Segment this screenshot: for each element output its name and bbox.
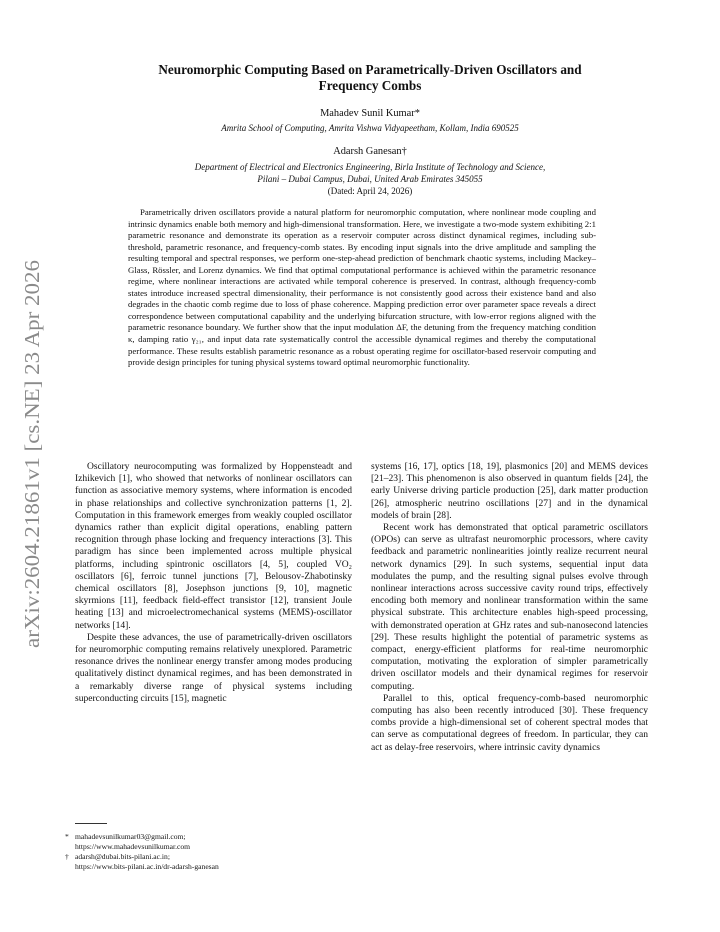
affiliation-2-line-2: Pilani – Dubai Campus, Dubai, United Arab Emirates 345055 <box>257 174 483 184</box>
footnote-mark-2: † <box>65 852 69 861</box>
author-1: Mahadev Sunil Kumar* <box>320 108 420 119</box>
affiliation-2-line-1: Department of Electrical and Electronics Engineering, Birla Institute of Technology and Science, <box>194 162 546 172</box>
right-paragraph-2: Recent work has demonstrated that optical parametric oscillators (OPOs) can serve as ultrafast neuromorphic processors, where cavity feedback and parametric nonlinearities jointly realize recurrent neural network dynamics [29]. In such systems, sequential input data modulates the pump, and the resulting signal pulses evolve through nonlinear interactions across successive cavity round trips, effectively encoding both memory and nonlinear transformation within the same physical substrate. This architecture enables high-speed processing, with demonstrated operation at GHz rates and sub-nanosecond latencies [29]. These results highlight the potential of parametric systems as compact, energy-efficient platforms for real-time neuromorphic computation, motivating the exploration of simpler parametrically driven oscillator models and their dynamical regimes for reservoir computing. <box>371 522 648 692</box>
footnote-rule <box>75 823 107 824</box>
footnote-email-2[interactable]: adarsh@dubai.bits-pilani.ac.in; <box>75 852 170 861</box>
right-paragraph-1: systems [16, 17], optics [18, 19], plasmonics [20] and MEMS devices [21–23]. This phenomenon is also observed in quantum fields [24], the early Universe driving particle production [25], dark matter production [26], atmospheric neutrino oscillations [27] and in the dynamical models of brain [28]. <box>371 461 648 521</box>
right-paragraph-3: Parallel to this, optical frequency-comb-based neuromorphic computing has also been recently introduced [30]. These frequency combs provide a high-dimensional set of coherent spectral modes that can serve as computational degrees of freedom. In particular, they can act as delay-free reservoirs, where intrinsic cavity dynamics <box>371 692 648 753</box>
affiliation-1: Amrita School of Computing, Amrita Vishwa Vidyapeetham, Kollam, India 690525 <box>221 123 519 133</box>
affiliation-2 <box>90 161 650 185</box>
abstract: Parametrically driven oscillators provide a natural platform for neuromorphic computation, where nonlinear mode coupling and intrinsic dynamics enable both memory and high-dimensional transformation. Here, we investigate a two-mode system exhibiting 2:1 parametric resonance and demonstrate its operation as a reservoir computer across distinct dynamical regimes, including sub-threshold, parametric resonance, and frequency-comb states. By encoding input signals into the drive amplitude and sampling the resulting temporal and spectral responses, we perform one-step-ahead prediction of benchmark chaotic systems, including Mackey–Glass, Rössler, and Lorenz dynamics. We find that optimal computational performance is achieved within the parametric resonance regime, where nonlinear interactions are activated while temporal coherence is preserved. In contrast, although frequency-comb states introduce increased spectral dimensionality, their performance is not consistently good across their existence band and also degrades in the chaotic comb regime due to loss of phase coherence. Mapping prediction error over parameter space reveals a direct correspondence between computational capability and the underlying bifurcation structure, with low-error regions aligned with the parametric resonance boundary. We further show that the input modulation ΔF, the detuning from the frequency matching condition κ, damping ratio γ₂₁, and input data rate systematically control the accessible dynamical regimes and thereby the computational performance. These results establish parametric resonance as a robust operating regime for oscillator-based reservoir computing and provide design principles for tuning physical systems toward optimal neuromorphic functionality. <box>128 207 596 368</box>
left-column <box>75 461 352 705</box>
left-paragraph-1: Oscillatory neurocomputing was formalized by Hoppensteadt and Izhikevich [1], who showed that networks of nonlinear oscillators can function as associative memory systems, where information is encoded in phase relationships and collective synchronization patterns [1, 2]. Computation in this framework emerges from weakly coupled oscillator dynamics rather than explicit digital operations, enabling pattern recognition through phase locking and frequency interactions [3]. This paradigm has since been implemented across multiple physical platforms, including spintronic oscillators [4, 5], coupled VO₂ oscillators [6], ferroic tunnel junctions [7], Belousov-Zhabotinsky chemical oscillators [8], Josephson junctions [9, 10], magnetic skyrmions [11], feedback field-effect transistor [12], transient Joule heating [13] and microelectromechanical systems (MEMS)-oscillator networks [14]. <box>75 461 352 631</box>
footnotes <box>65 832 355 872</box>
title-line-1: Neuromorphic Computing Based on Parametrically-Driven Oscillators and <box>158 62 582 77</box>
dated-line: (Dated: April 24, 2026) <box>327 186 413 196</box>
author-2: Adarsh Ganesan† <box>333 146 407 157</box>
right-column <box>371 461 648 754</box>
arxiv-id-text: arXiv:2604.21861v1 [cs.NE] 23 Apr 2026 <box>20 293 44 648</box>
footnote-url-1[interactable]: https://www.mahadevsunilkumar.com <box>75 842 191 851</box>
footnote-url-2[interactable]: https://www.bits-pilani.ac.in/dr-adarsh-ganesan <box>75 862 219 871</box>
footnote-mark-1: * <box>65 832 69 841</box>
footnote-email-1[interactable]: mahadevsunilkumar03@gmail.com; <box>75 832 186 841</box>
paper-title <box>90 62 650 94</box>
arxiv-stamp <box>14 258 48 648</box>
left-paragraph-2: Despite these advances, the use of parametrically-driven oscillators for neuromorphic computing remains relatively unexplored. Parametric resonance drives the nonlinear energy transfer among modes producing qualitatively distinct dynamical regimes, and has been demonstrated in a remarkably diverse range of physical systems including superconducting circuits [15], magnetic <box>75 631 352 704</box>
arxiv-stamp-svg <box>14 258 48 648</box>
footnote-1 <box>65 832 355 842</box>
title-line-2: Frequency Combs <box>318 78 422 93</box>
footnote-2 <box>65 852 355 862</box>
